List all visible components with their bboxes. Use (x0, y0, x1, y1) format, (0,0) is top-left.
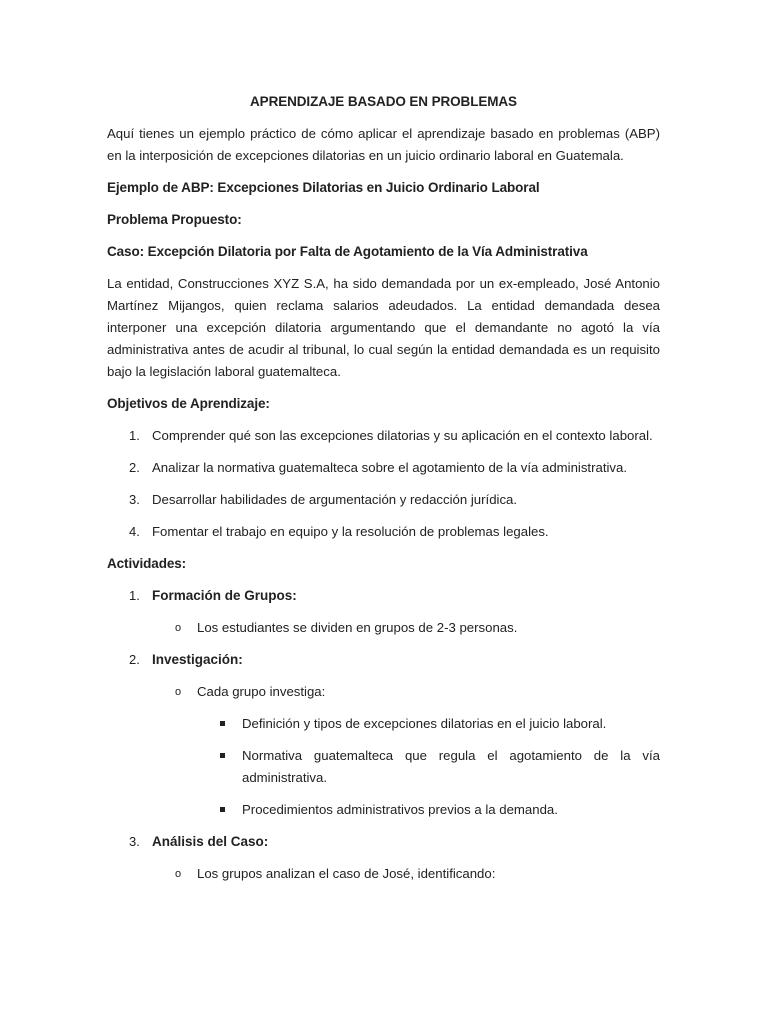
bullet-text: Procedimientos administrativos previos a la demanda. (242, 802, 558, 817)
objective-item (107, 489, 660, 511)
case-paragraph: La entidad, Construcciones XYZ S.A, ha sido demandada por un ex-empleado, José Antonio Martínez Mijangos, quien reclama salarios adeudados. La entidad demandada desea interponer una excepción dilatoria argumentando que el demandante no agotó la vía administrativa antes de acudir al tribunal, lo cual según la entidad demandada es un requisito bajo la legislación laboral guatemalteca. (107, 276, 660, 379)
sub-item-text: Los estudiantes se dividen en grupos de 2-3 personas. (197, 620, 518, 635)
list-number: 3. (129, 492, 140, 507)
heading-activities: Actividades: (107, 556, 187, 571)
square-bullet-item (107, 745, 660, 789)
heading-objectives: Objetivos de Aprendizaje: (107, 396, 270, 411)
heading-case: Caso: Excepción Dilatoria por Falta de Agotamiento de la Vía Administrativa (107, 244, 588, 259)
objective-item (107, 425, 660, 447)
list-number: 4. (129, 524, 140, 539)
activity-label: Formación de Grupos: (152, 588, 297, 603)
bullet-text: Normativa guatemalteca que regula el agotamiento de la vía administrativa. (242, 748, 660, 785)
objective-text: Analizar la normativa guatemalteca sobre el agotamiento de la vía administrativa. (152, 460, 628, 475)
list-number: 2. (129, 652, 140, 667)
circle-bullet-icon: o (175, 868, 182, 880)
activity-item (107, 831, 660, 853)
objective-item (107, 521, 660, 543)
square-bullet-item (107, 713, 660, 735)
activity-label: Análisis del Caso: (152, 834, 269, 849)
sub-item-text: Cada grupo investiga: (197, 684, 326, 699)
intro-paragraph: Aquí tienes un ejemplo práctico de cómo aplicar el aprendizaje basado en problemas (ABP) en la interposición de excepciones dilatorias en un juicio ordinario laboral en Guatemala. (107, 126, 660, 163)
activity-sub-item (107, 681, 660, 703)
list-number: 3. (129, 834, 140, 849)
objective-item (107, 457, 660, 479)
activity-item (107, 585, 660, 607)
objective-text: Fomentar el trabajo en equipo y la resolución de problemas legales. (152, 524, 549, 539)
square-bullet-icon (220, 807, 225, 812)
list-number: 1. (129, 588, 140, 603)
heading-example: Ejemplo de ABP: Excepciones Dilatorias en Juicio Ordinario Laboral (107, 180, 540, 195)
activity-item (107, 649, 660, 671)
square-bullet-item (107, 799, 660, 821)
list-number: 2. (129, 460, 140, 475)
document-title: APRENDIZAJE BASADO EN PROBLEMAS (250, 94, 517, 109)
activity-label: Investigación: (152, 652, 243, 667)
objective-text: Comprender qué son las excepciones dilatorias y su aplicación en el contexto laboral. (152, 428, 653, 443)
objective-text: Desarrollar habilidades de argumentación y redacción jurídica. (152, 492, 518, 507)
activity-sub-item (107, 863, 660, 885)
document-content (107, 93, 660, 895)
square-bullet-icon (220, 753, 225, 758)
sub-item-text: Los grupos analizan el caso de José, identificando: (197, 866, 496, 881)
circle-bullet-icon: o (175, 622, 182, 634)
list-number: 1. (129, 428, 140, 443)
bullet-text: Definición y tipos de excepciones dilatorias en el juicio laboral. (242, 716, 607, 731)
activity-sub-item (107, 617, 660, 639)
heading-problem: Problema Propuesto: (107, 212, 242, 227)
square-bullet-icon (220, 721, 225, 726)
circle-bullet-icon: o (175, 686, 182, 698)
